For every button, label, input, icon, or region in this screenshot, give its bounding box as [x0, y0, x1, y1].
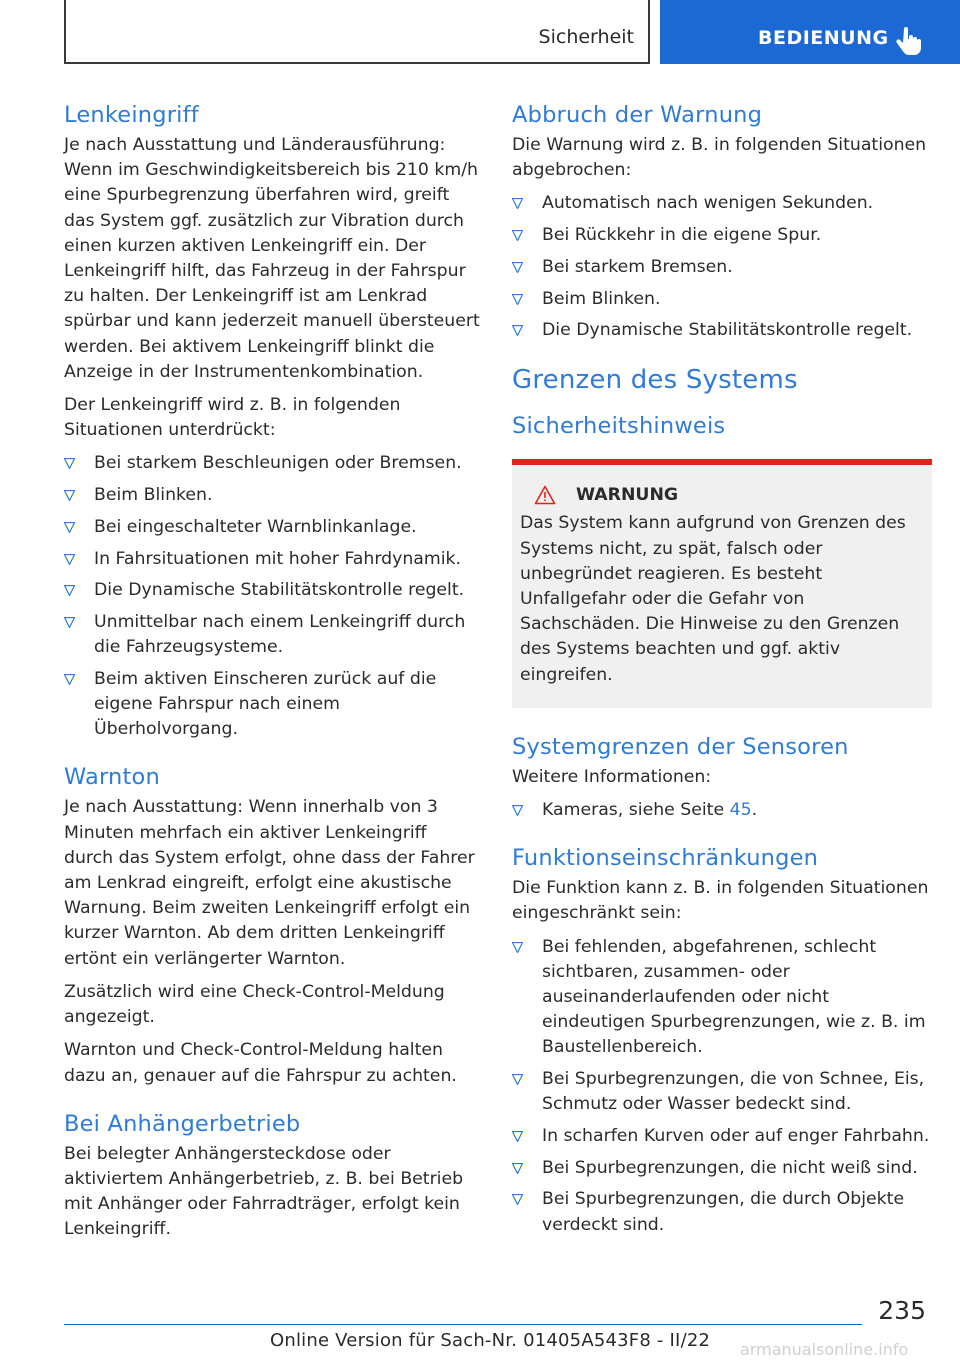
bullet-triangle-icon [64, 674, 75, 685]
section-anhaengerbetrieb [64, 1109, 480, 1243]
paragraph: Die Funktion kann z. B. in folgenden Situationen eingeschränkt sein: [512, 878, 929, 924]
list-item: Bei Spurbegrenzungen, die von Schnee, Eis, Schmutz oder Wasser bedeckt sind. [512, 1067, 932, 1117]
list-item: Bei Spurbegrenzungen, die durch Objekte verdeckt sind. [512, 1187, 932, 1237]
heading-sicherheitshinweis: Sicherheitshinweis [512, 413, 726, 440]
section-warnton [64, 762, 480, 1088]
left-column [64, 100, 480, 1251]
bullet-triangle-icon [512, 198, 523, 209]
bullet-triangle-icon [64, 617, 75, 628]
heading-warnton: Warnton [64, 764, 160, 791]
section-sensoren [512, 732, 932, 823]
section-abbruch [512, 100, 932, 343]
paragraph: Warnton und Check-Control-Meldung halten dazu an, genauer auf die Fahrspur zu achten. [64, 1040, 457, 1086]
heading-sensoren: Systemgrenzen der Sensoren [512, 733, 849, 760]
header-section-title: Sicherheit [538, 26, 634, 48]
list-item: Bei fehlenden, abgefahrenen, schlecht sichtbaren, zusammen- oder auseinanderlaufenden oder nicht eindeutigen Spurbegrenzungen, wie z. B. im Baustellenbereich. [512, 935, 932, 1061]
header-section-tab [64, 0, 650, 64]
header-chapter-title: BEDIENUNG [758, 27, 889, 49]
list-lenkeingriff [64, 451, 480, 742]
list-item: Bei Rückkehr in die eigene Spur. [512, 223, 932, 248]
bullet-triangle-icon [512, 805, 523, 816]
bullet-triangle-icon [512, 325, 523, 336]
paragraph: Je nach Ausstattung: Wenn innerhalb von 3 Minuten mehrfach ein aktiver Lenkeingriff durch das System erfolgt, ohne dass der Fahrer am Lenkrad eingreift, erfolgt eine akustische Warnung. Beim zweiten Lenkeingriff erfolgt ein kurzer Warnton. Ab dem dritten Lenkeingriff ertönt ein verlängerter Warnton. [64, 797, 475, 969]
bullet-triangle-icon [512, 262, 523, 273]
list-item: Beim Blinken. [512, 287, 932, 312]
list-item: Beim Blinken. [64, 483, 480, 508]
list-funktion [512, 935, 932, 1238]
list-item: Kameras, siehe Seite 45. [512, 798, 932, 823]
section-lenkeingriff [64, 100, 480, 742]
list-item: Automatisch nach wenigen Sekunden. [512, 191, 932, 216]
heading-funktion: Funktionseinschränkungen [512, 845, 819, 872]
section-funktion [512, 843, 932, 1238]
list-item: Die Dynamische Stabilitätskontrolle regelt. [512, 318, 932, 343]
footer-divider [64, 1324, 862, 1325]
bullet-triangle-icon [512, 942, 523, 953]
bullet-triangle-icon [512, 294, 523, 305]
warning-header [534, 485, 924, 505]
bullet-triangle-icon [64, 585, 75, 596]
paragraph: Zusätzlich wird eine Check-Control-Meldung angezeigt. [64, 981, 445, 1028]
footer-online-version: Online Version für Sach-Nr. 01405A543F8 - II/22 [270, 1330, 711, 1351]
list-abbruch [512, 191, 932, 343]
list-item: Unmittelbar nach einem Lenkeingriff durch die Fahrzeugsysteme. [64, 610, 480, 660]
heading-abbruch: Abbruch der Warnung [512, 102, 763, 128]
paragraph: Bei belegter Anhängersteckdose oder aktiviertem Anhängerbetrieb, z. B. bei Betrieb mit Anhänger oder Fahrradträger, erfolgt kein Lenkeingriff. [64, 1143, 464, 1240]
list-item: In scharfen Kurven oder auf enger Fahrbahn. [512, 1124, 932, 1149]
paragraph: Je nach Ausstattung und Länderausführung: Wenn im Geschwindigkeitsbereich bis 210 km/h eine Spurbegrenzung überfahren wird, greift das System ggf. zusätzlich zur Vibration durch einen kurzen aktiven Lenkeingriff ein. Der Lenkeingriff hilft, das Fahrzeug in der Fahrspur zu halten. Der Lenkeingriff ist am Lenkrad spürbar und kann jederzeit manuell übersteuert werden. Bei aktivem Lenkeingriff blinkt die Anzeige in der Instrumentenkombination. [64, 135, 480, 382]
bullet-triangle-icon [64, 554, 75, 565]
list-item: In Fahrsituationen mit hoher Fahrdynamik. [64, 547, 480, 572]
bullet-triangle-icon [512, 1163, 523, 1174]
watermark: armanualsonline.info [740, 1340, 909, 1359]
bullet-triangle-icon [64, 522, 75, 533]
list-item: Bei starkem Beschleunigen oder Bremsen. [64, 451, 480, 476]
paragraph: Der Lenkeingriff wird z. B. in folgenden Situationen unterdrückt: [64, 395, 401, 441]
bullet-triangle-icon [512, 1194, 523, 1205]
warning-label: WARNUNG [576, 485, 679, 506]
list-item: Bei eingeschalteter Warnblinkanlage. [64, 515, 480, 540]
list-item: Beim aktiven Einscheren zurück auf die eigene Fahrspur nach einem Überholvorgang. [64, 667, 480, 743]
right-column [512, 100, 932, 1244]
heading-grenzen: Grenzen des Systems [512, 365, 798, 396]
bullet-triangle-icon [64, 458, 75, 469]
page-number: 235 [878, 1296, 926, 1325]
list-item: Bei Spurbegrenzungen, die nicht weiß sind. [512, 1156, 932, 1181]
list-item: Bei starkem Bremsen. [512, 255, 932, 280]
hand-pointer-icon [896, 26, 922, 56]
bullet-triangle-icon [512, 230, 523, 241]
warning-text: Das System kann aufgrund von Grenzen des Systems nicht, zu spät, falsch oder unbegründet reagieren. Es besteht Unfallgefahr oder die Gefahr von Sachschäden. Die Hinweise zu den Grenzen des Systems beachten und ggf. aktiv eingreifen. [520, 513, 906, 685]
list-sensoren [512, 798, 932, 823]
bullet-triangle-icon [64, 490, 75, 501]
section-grenzen [512, 363, 932, 707]
list-item: Die Dynamische Stabilitätskontrolle regelt. [64, 578, 480, 603]
paragraph: Die Warnung wird z. B. in folgenden Situationen abgebrochen: [512, 135, 927, 181]
page-link-45[interactable]: 45 [729, 800, 752, 821]
heading-lenkeingriff: Lenkeingriff [64, 102, 199, 128]
warning-box [512, 459, 932, 707]
paragraph: Weitere Informationen: [512, 766, 712, 787]
bullet-triangle-icon [512, 1131, 523, 1142]
bullet-triangle-icon [512, 1074, 523, 1085]
header-chapter-tab [660, 0, 960, 64]
heading-anhaengerbetrieb: Bei Anhängerbetrieb [64, 1110, 301, 1137]
warning-triangle-icon [534, 485, 556, 505]
